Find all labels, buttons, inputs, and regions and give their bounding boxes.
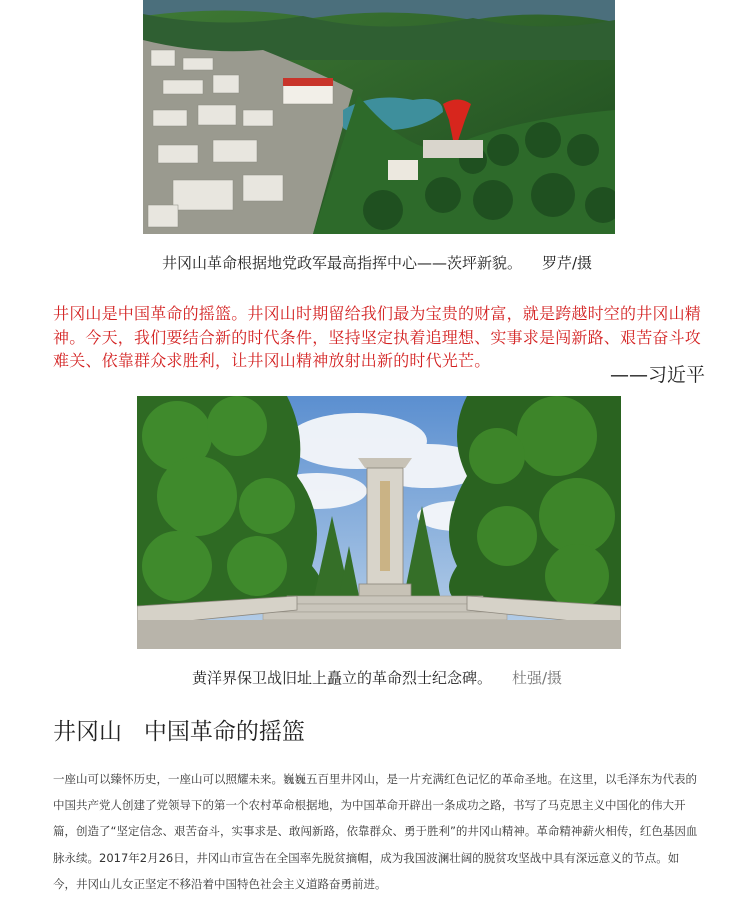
martyrs-monument-photo — [137, 396, 621, 649]
photo2-caption-text: 黄洋界保卫战旧址上矗立的革命烈士纪念碑。 — [191, 669, 492, 687]
photo1-caption-text: 井冈山革命根据地党政军最高指挥中心——茨坪新貌。 — [161, 254, 522, 272]
quote-author: ——习近平 — [609, 364, 705, 386]
section-body-text: 一座山可以臻怀历史，一座山可以照耀未来。巍巍五百里井冈山，是一片充满红色记忆的革命圣地。在这里，以毛泽东为代表的中国共产党人创建了党领导下的第一个农村革命根据地，为中国革命开辟出一条成功之路，书写了马克思主义中国化的伟大开篇，创造了“坚定信念、艰苦奋斗，实事求是、敢闯新路，依靠群众、勇于胜利”的井冈山精神。革命精神薪火相传，红色基因血脉永续。2017年2月26日，井冈山市宣告在全国率先脱贫摘帽，成为我国波澜壮阔的脱贫攻坚战中具有深远意义的节点。如今，井冈山儿女正坚定不移沿着中国特色社会主义道路奋勇前进。 — [53, 772, 698, 891]
photo1-caption — [0, 252, 754, 273]
photo2-caption — [0, 667, 754, 688]
ciping-aerial-illustration — [143, 0, 615, 234]
photo1-credit: 罗芹/摄 — [541, 254, 593, 272]
ciping-aerial-photo — [143, 0, 615, 234]
quote-text: 井冈山是中国革命的摇篮。井冈山时期留给我们最为宝贵的财富，就是跨越时空的井冈山精神。今天，我们要结合新的时代条件，坚持坚定执着追理想、实事求是闯新路、艰苦奋斗攻难关、依靠群众求胜利，让井冈山精神放射出新的时代光芒。 — [53, 304, 702, 370]
section-title: 井冈山 中国革命的摇篮 — [53, 719, 305, 745]
photo2-credit: 杜强/摄 — [511, 669, 563, 687]
martyrs-monument-illustration — [137, 396, 621, 649]
